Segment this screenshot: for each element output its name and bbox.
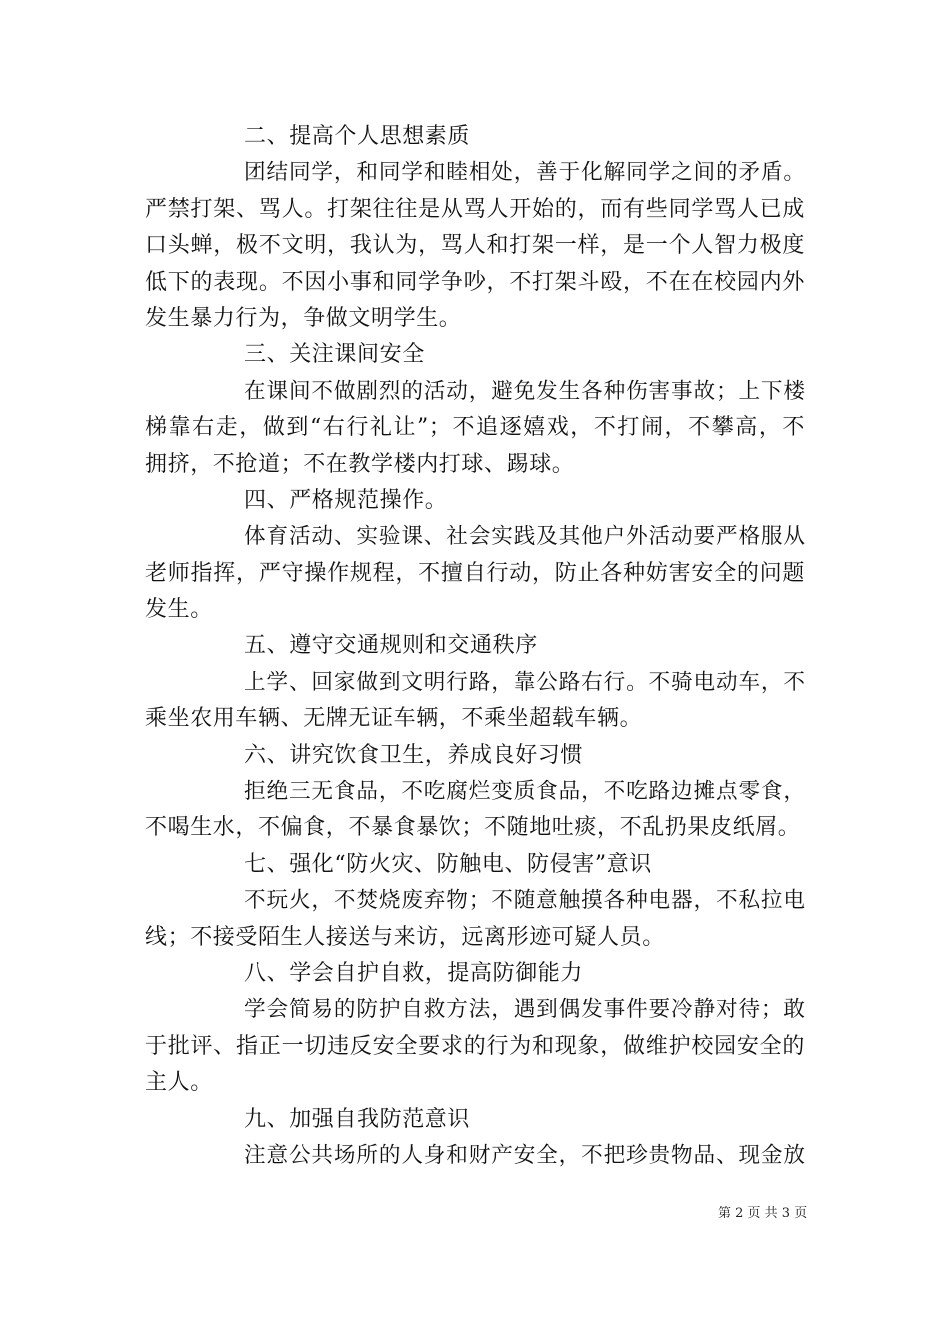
text-line: 乘坐农用车辆、无牌无证车辆，不乘坐超载车辆。 (145, 706, 643, 732)
text-line: 在课间不做剧烈的活动，避免发生各种伤害事故；上下楼 (244, 378, 805, 404)
text-line: 八、学会自护自救，提高防御能力 (244, 960, 584, 986)
text-line: 九、加强自我防范意识 (244, 1106, 471, 1132)
text-line: 学会简易的防护自救方法，遇到偶发事件要冷静对待；敢 (244, 997, 805, 1023)
text-line: 体育活动、实验课、社会实践及其他户外活动要严格服从 (244, 524, 805, 550)
text-line: 六、讲究饮食卫生，养成良好习惯 (244, 742, 584, 768)
text-line: 不玩火，不焚烧废弃物；不随意触摸各种电器，不私拉电 (244, 888, 805, 914)
page-footer: 第 2 页 共 3 页 (718, 1206, 808, 1221)
text-line: 主人。 (145, 1070, 213, 1096)
text-line: 二、提高个人思想素质 (244, 124, 471, 149)
text-line: 四、严格规范操作。 (244, 487, 448, 513)
text-line: 上学、回家做到文明行路，靠公路右行。不骑电动车，不 (244, 669, 805, 695)
text-line: 三、关注课间安全 (244, 342, 425, 368)
text-line: 团结同学，和同学和睦相处，善于化解同学之间的矛盾。 (244, 160, 805, 186)
text-line: 低下的表现。不因小事和同学争吵，不打架斗殴，不在在校园内外 (145, 269, 805, 295)
text-line: 严禁打架、骂人。打架往往是从骂人开始的，而有些同学骂人已成 (145, 196, 805, 222)
text-line: 于批评、指正一切违反安全要求的行为和现象，做维护校园安全的 (145, 1033, 805, 1059)
text-line: 线；不接受陌生人接送与来访，远离形迹可疑人员。 (145, 924, 665, 950)
text-line: 发生。 (145, 597, 213, 623)
text-line: 注意公共场所的人身和财产安全，不把珍贵物品、现金放 (244, 1142, 805, 1168)
text-line: 拒绝三无食品，不吃腐烂变质食品，不吃路边摊点零食， (244, 779, 805, 805)
text-line: 不喝生水，不偏食，不暴食暴饮；不随地吐痰，不乱扔果皮纸屑。 (145, 815, 801, 841)
text-line: 七、强化“防火灾、防触电、防侵害”意识 (244, 851, 652, 877)
text-line: 拥挤，不抢道；不在教学楼内打球、踢球。 (145, 451, 575, 477)
text-line: 梯靠右走，做到“右行礼让”；不追逐嬉戏，不打闹，不攀高，不 (145, 415, 805, 441)
document-body (145, 119, 805, 1174)
text-line: 发生暴力行为，争做文明学生。 (145, 305, 462, 331)
text-line: 口头蝉，极不文明，我认为，骂人和打架一样，是一个人智力极度 (145, 233, 805, 259)
text-line: 老师指挥，严守操作规程，不擅自行动，防止各种妨害安全的问题 (145, 560, 805, 586)
text-line: 五、遵守交通规则和交通秩序 (244, 633, 538, 659)
